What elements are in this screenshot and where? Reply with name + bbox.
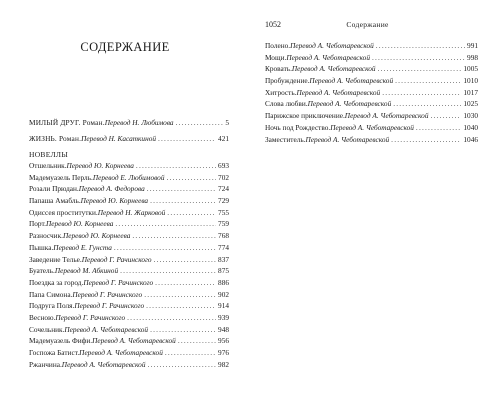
contents-list xyxy=(265,40,478,145)
leader-dots xyxy=(155,277,216,289)
leader-dots xyxy=(178,335,216,347)
entry-page: 693 xyxy=(218,161,229,170)
entry-title: Поездка за город. xyxy=(29,277,84,287)
entry-page: 976 xyxy=(218,348,229,357)
toc-entry[interactable] xyxy=(29,324,229,336)
entry-page: 939 xyxy=(218,312,229,322)
entry-title: Заведение Телье. xyxy=(29,254,82,264)
novellas-list xyxy=(29,160,229,370)
entry-page: 837 xyxy=(218,254,229,264)
entry-translator: Перевод А. Чеботаревской xyxy=(305,134,390,144)
toc-entry[interactable] xyxy=(265,110,478,122)
entry-page: 998 xyxy=(467,52,478,62)
toc-entry[interactable] xyxy=(29,160,229,172)
toc-entry[interactable] xyxy=(265,134,478,146)
entry-translator: Перевод Г. Рачинского xyxy=(83,277,154,287)
leader-dots xyxy=(382,87,461,99)
entry-title: Папаша Амабль. xyxy=(29,196,81,206)
leader-dots xyxy=(136,160,216,172)
leader-dots xyxy=(150,195,216,207)
entry-title: Мадемуазель Перль. xyxy=(29,172,93,182)
entry-page: 759 xyxy=(218,219,229,229)
entry-title: Разносчик. xyxy=(29,231,63,241)
leader-dots xyxy=(147,359,216,371)
toc-entry[interactable] xyxy=(29,207,229,219)
toc-entry[interactable] xyxy=(29,195,229,207)
entry-title: Хитрость. xyxy=(265,87,297,97)
entry-translator: Перевод Е. Любимовой xyxy=(92,172,165,182)
leader-dots xyxy=(165,347,216,359)
entry-title: Весною. xyxy=(29,312,56,322)
leader-dots xyxy=(166,172,216,184)
leader-dots xyxy=(416,122,461,134)
leader-dots xyxy=(376,40,465,52)
leader-dots xyxy=(391,134,461,146)
entry-page: 902 xyxy=(218,289,229,299)
main-works-list xyxy=(29,115,229,147)
toc-entry[interactable] xyxy=(29,359,229,371)
leader-dots xyxy=(395,75,461,87)
entry-translator: Перевод Ю. Корнеева xyxy=(62,231,131,241)
entry-title: Заместитель. xyxy=(265,134,306,144)
toc-entry[interactable] xyxy=(265,87,478,99)
entry-page: 914 xyxy=(218,301,229,311)
entry-title: Буатель. xyxy=(29,266,55,276)
entry-title: Папа Симона. xyxy=(29,289,73,299)
leader-dots xyxy=(150,324,216,336)
entry-page: 768 xyxy=(218,231,229,241)
entry-translator: Перевод А. Чеботаревской xyxy=(290,41,374,50)
entry-translator: Перевод А. Чеботаревской xyxy=(330,122,414,132)
entry-page: 421 xyxy=(218,134,229,143)
right-page xyxy=(250,0,500,400)
toc-entry[interactable] xyxy=(265,75,478,87)
toc-entry[interactable] xyxy=(29,335,229,347)
leader-dots xyxy=(176,115,224,131)
entry-title: Порт. xyxy=(29,219,46,229)
section-title: НОВЕЛЛЫ xyxy=(29,150,69,159)
page-number: 1052 xyxy=(265,20,281,29)
leader-dots xyxy=(372,52,465,64)
entry-translator: Перевод А. Чеботаревской xyxy=(309,76,394,86)
entry-title: Ржанчина. xyxy=(29,359,62,369)
toc-entry[interactable] xyxy=(29,312,229,324)
leader-dots xyxy=(127,312,216,324)
entry-page: 956 xyxy=(218,336,229,346)
toc-entry[interactable] xyxy=(29,265,229,277)
leader-dots xyxy=(154,254,217,266)
entry-translator: Перевод А. Чеботаревской xyxy=(92,336,176,346)
entry-translator: Перевод Ю. Корнеева xyxy=(66,161,134,170)
entry-translator: Перевод Н. Жарковой xyxy=(97,207,166,217)
entry-translator: Перевод Ю. Корнеева xyxy=(45,219,114,229)
toc-entry[interactable] xyxy=(265,52,478,64)
entry-translator: Перевод А. Чеботаревской xyxy=(64,324,149,334)
entry-page: 991 xyxy=(467,41,478,50)
leader-dots xyxy=(378,63,462,75)
page-title: СОДЕРЖАНИЕ xyxy=(80,40,170,54)
leader-dots xyxy=(120,265,216,277)
toc-entry[interactable] xyxy=(265,98,478,110)
entry-title: Пышка. xyxy=(29,242,54,252)
toc-entry[interactable] xyxy=(29,218,229,230)
entry-page: 875 xyxy=(218,266,229,276)
leader-dots xyxy=(132,230,216,242)
entry-title: Розали Прюдан. xyxy=(29,184,79,194)
toc-entry[interactable] xyxy=(29,254,229,266)
entry-title: Ночь под Рождество. xyxy=(265,122,331,132)
leader-dots xyxy=(115,218,216,230)
leader-dots xyxy=(158,131,216,147)
toc-entry[interactable] xyxy=(29,230,229,242)
entry-page: 1040 xyxy=(463,122,478,132)
entry-translator: Перевод А. Чеботаревской xyxy=(296,87,381,97)
entry-translator: Перевод А. Чеботаревской xyxy=(291,64,376,74)
leader-dots xyxy=(144,289,216,301)
header-title: Содержание xyxy=(346,20,389,29)
leader-dots xyxy=(393,98,461,110)
toc-entry[interactable] xyxy=(265,122,478,134)
entry-page: 1046 xyxy=(463,134,478,144)
entry-page: 982 xyxy=(218,359,229,369)
entry-title: Кровать. xyxy=(265,64,292,74)
entry-page: 702 xyxy=(218,172,229,182)
toc-entry[interactable] xyxy=(29,242,229,254)
entry-title: Отшельник. xyxy=(29,161,67,170)
entry-translator: Перевод Г. Рачинского xyxy=(55,312,126,322)
toc-entry[interactable] xyxy=(265,40,478,52)
leader-dots xyxy=(114,242,216,254)
leader-dots xyxy=(146,300,216,312)
entry-translator: Перевод Г. Рачинского xyxy=(72,289,143,299)
entry-translator: Перевод Е. Гунста xyxy=(53,242,112,252)
entry-title: Одиссея проститутки. xyxy=(29,207,98,217)
entry-page: 948 xyxy=(218,324,229,334)
entry-title: МИЛЫЙ ДРУГ. Роман. xyxy=(29,118,105,127)
toc-entry[interactable] xyxy=(265,63,478,75)
entry-translator: Перевод Н. Касаткиной xyxy=(81,134,156,143)
entry-title: Пробуждение. xyxy=(265,76,310,86)
entry-translator: Перевод Г. Рачинского xyxy=(74,301,145,311)
entry-page: 1030 xyxy=(463,111,478,121)
entry-translator: Перевод А. Чеботаревской xyxy=(307,99,392,109)
leader-dots xyxy=(430,110,461,122)
toc-entry[interactable] xyxy=(29,131,229,147)
entry-title: Парижское приключение. xyxy=(265,111,345,121)
toc-entry[interactable] xyxy=(29,300,229,312)
entry-title: Сочельник. xyxy=(29,324,65,334)
entry-page: 1017 xyxy=(463,87,478,97)
entry-title: Мадемуазель Фифи. xyxy=(29,336,93,346)
leader-dots xyxy=(167,207,216,219)
entry-title: Слова любви. xyxy=(265,99,308,109)
toc-entry[interactable] xyxy=(29,277,229,289)
toc-entry[interactable] xyxy=(29,172,229,184)
entry-title: Полено. xyxy=(265,41,291,50)
toc-entry[interactable] xyxy=(29,289,229,301)
entry-title: Мощи. xyxy=(265,52,287,62)
entry-page: 1005 xyxy=(463,64,478,74)
entry-page: 1010 xyxy=(463,76,478,86)
toc-entry[interactable] xyxy=(29,347,229,359)
entry-page: 729 xyxy=(218,196,229,206)
entry-title: Подруга Поля. xyxy=(29,301,75,311)
entry-page: 1025 xyxy=(463,99,478,109)
toc-entry[interactable] xyxy=(29,115,229,131)
entry-page: 5 xyxy=(225,118,229,127)
entry-translator: Перевод А. Чеботаревской xyxy=(61,359,146,369)
entry-page: 774 xyxy=(218,242,229,252)
entry-translator: Перевод А. Чеботаревской xyxy=(286,52,370,62)
entry-title: Госпожа Батист. xyxy=(29,348,80,357)
entry-translator: Перевод Г. Рачинского xyxy=(81,254,152,264)
entry-page: 755 xyxy=(218,207,229,217)
leader-dots xyxy=(147,183,216,195)
entry-translator: Перевод Н. Любимова xyxy=(104,118,174,127)
entry-translator: Перевод М. Абкиной xyxy=(54,266,119,276)
entry-translator: Перевод А. Чеботаревской xyxy=(344,111,429,121)
entry-translator: Перевод Ю. Корнеева xyxy=(80,196,149,206)
entry-translator: Перевод А. Федорова xyxy=(78,184,145,194)
toc-entry[interactable] xyxy=(29,183,229,195)
entry-page: 886 xyxy=(218,277,229,287)
entry-page: 724 xyxy=(218,184,229,194)
entry-translator: Перевод А. Чеботаревской xyxy=(79,348,163,357)
entry-title: ЖИЗНЬ. Роман. xyxy=(29,134,82,143)
